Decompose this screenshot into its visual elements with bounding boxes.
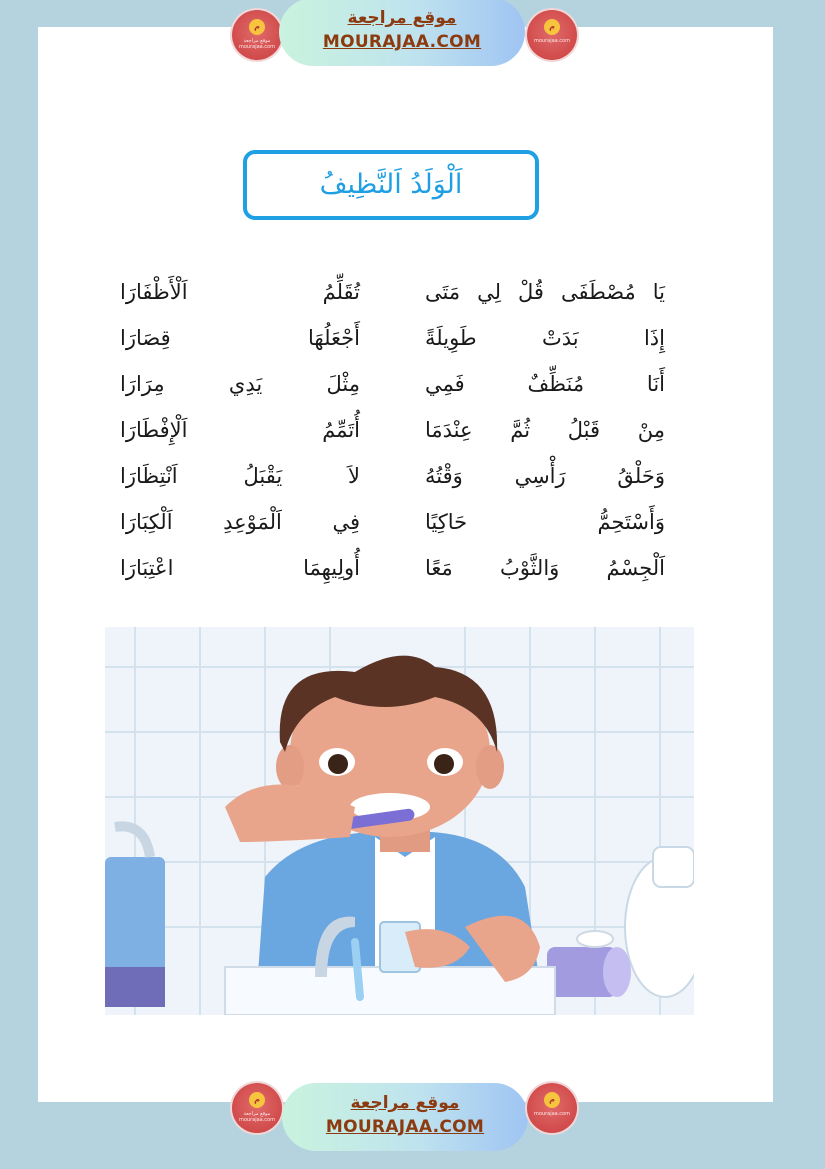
poem-hemistich-left bbox=[120, 272, 360, 312]
poem-word: مُصْطَفَى bbox=[560, 280, 636, 304]
footer-site-name-en[interactable]: MOURAJAA.COM bbox=[325, 1117, 485, 1137]
footer-banner[interactable] bbox=[282, 1083, 528, 1151]
poem-word: يَقْبَلُ bbox=[243, 464, 283, 488]
poem-word: مِنْ bbox=[637, 418, 665, 442]
poem-word: ثُمَّ bbox=[510, 418, 531, 442]
poem-word: اَلْكِبَارَا bbox=[120, 510, 173, 534]
poem-word: أُتَمِّمُ bbox=[322, 418, 360, 442]
poem-word: وَحَلْقُ bbox=[617, 464, 665, 488]
poem-word: بَدَتْ bbox=[541, 326, 579, 350]
boy-brushing-teeth-illustration bbox=[105, 627, 694, 1015]
poem-title-box bbox=[243, 150, 539, 220]
poem-word: لاَ bbox=[348, 464, 360, 488]
poem-word: إِذَا bbox=[643, 326, 665, 350]
poem-hemistich-right bbox=[425, 456, 665, 496]
poem-word: قِصَارَا bbox=[120, 326, 171, 350]
poem-word: عِنْدَمَا bbox=[425, 418, 473, 442]
poem-word: أَنَا bbox=[646, 372, 665, 396]
poem-hemistich-left bbox=[120, 364, 360, 404]
site-logo-icon[interactable]: م موقع مراجعة mourajaa.com bbox=[232, 1083, 282, 1133]
site-logo-icon[interactable]: م mourajaa.com bbox=[527, 1083, 577, 1133]
poem-word: مَتَى bbox=[425, 280, 461, 304]
site-logo-icon[interactable]: م mourajaa.com bbox=[527, 10, 577, 60]
poem-word: يَدِي bbox=[228, 372, 263, 396]
poem-word: أَجْعَلُهَا bbox=[308, 326, 360, 350]
poem-word: فِي bbox=[332, 510, 360, 534]
poem-hemistich-left bbox=[120, 456, 360, 496]
poem-word: اَلْجِسْمُ bbox=[606, 556, 665, 580]
poem-word: اَلْأَظْفَارَا bbox=[120, 280, 188, 304]
poem-word: قُلْ bbox=[518, 280, 544, 304]
footer-site-name-ar[interactable]: موقع مراجعة bbox=[350, 1093, 460, 1113]
header-banner[interactable] bbox=[279, 0, 525, 66]
poem-hemistich-left bbox=[120, 410, 360, 450]
poem-word: تُقَلِّمُ bbox=[322, 280, 360, 304]
poem-word: قَبْلُ bbox=[567, 418, 601, 442]
poem-word: مِثْلَ bbox=[326, 372, 360, 396]
poem-hemistich-right bbox=[425, 502, 665, 542]
poem-word: حَاكِيًا bbox=[425, 510, 468, 534]
poem-word: لِي bbox=[477, 280, 502, 304]
poem-word: طَوِيلَةً bbox=[425, 326, 477, 350]
poem-word: اَنْتِظَارَا bbox=[120, 464, 178, 488]
poem-word: مَعًا bbox=[425, 556, 453, 580]
poem-word: مُنَظِّفٌ bbox=[527, 372, 585, 396]
poem-hemistich-left bbox=[120, 502, 360, 542]
poem-hemistich-right bbox=[425, 272, 665, 312]
header-site-name-ar[interactable]: موقع مراجعة bbox=[347, 8, 457, 28]
poem-word: أُولِيهِمَا bbox=[303, 556, 360, 580]
poem-hemistich-right bbox=[425, 318, 665, 358]
poem-word: اعْتِبَارَا bbox=[120, 556, 174, 580]
poem-word: اَلْإِفْطَارَا bbox=[120, 418, 188, 442]
poem-word: وَالثَّوْبُ bbox=[499, 556, 560, 580]
poem-hemistich-left bbox=[120, 318, 360, 358]
poem-hemistich-right bbox=[425, 364, 665, 404]
poem-word: مِرَارَا bbox=[120, 372, 165, 396]
poem-hemistich-right bbox=[425, 548, 665, 588]
poem-title: اَلْوَلَدُ اَلنَّظِيفُ bbox=[319, 169, 463, 200]
poem-word: يَا bbox=[652, 280, 665, 304]
poem-word: وَأَسْتَحِمُّ bbox=[597, 510, 665, 534]
poem-word: وَقْتُهُ bbox=[425, 464, 463, 488]
poem-word: فَمِي bbox=[425, 372, 465, 396]
site-logo-icon[interactable]: م موقع مراجعة mourajaa.com bbox=[232, 10, 282, 60]
poem-hemistich-left bbox=[120, 548, 360, 588]
header-site-name-en[interactable]: MOURAJAA.COM bbox=[322, 32, 482, 52]
poem-word: اَلْمَوْعِدِ bbox=[223, 510, 282, 534]
poem-word: رَأْسِي bbox=[514, 464, 566, 488]
poem-hemistich-right bbox=[425, 410, 665, 450]
